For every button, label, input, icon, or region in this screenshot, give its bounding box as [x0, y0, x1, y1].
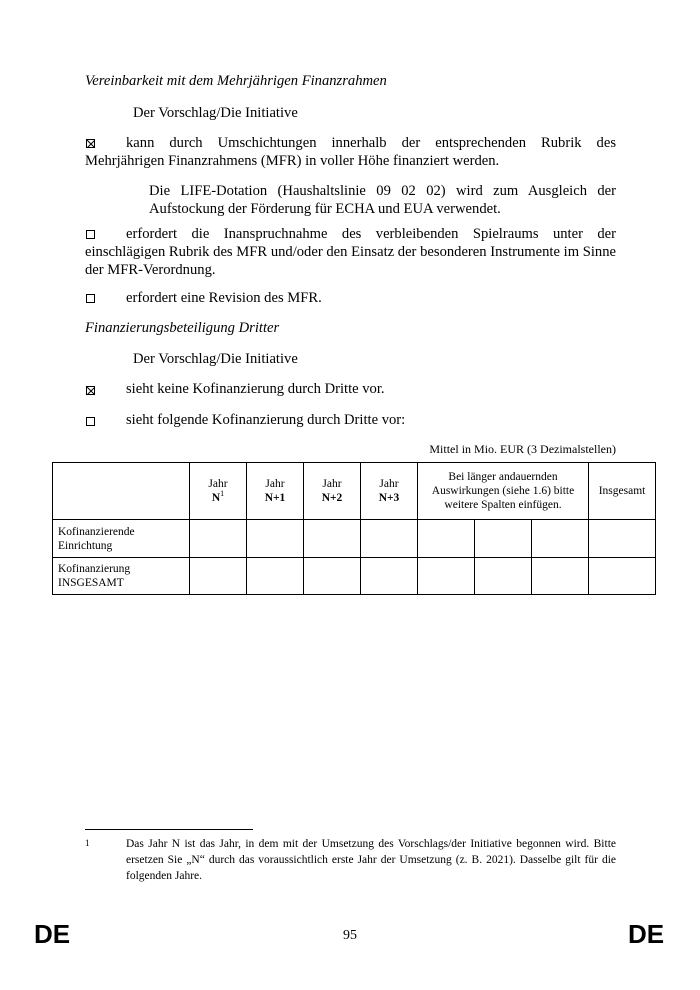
language-code-right: DE — [628, 919, 665, 949]
checkbox-unchecked-icon[interactable] — [86, 294, 95, 303]
row-label: Kofinanzierende Einrichtung — [53, 520, 190, 558]
cofinancing-table — [52, 462, 656, 595]
header-year-label: Jahr — [322, 478, 342, 490]
section-heading-mfr: Vereinbarkeit mit dem Mehrjährigen Finanzrahmen — [85, 73, 387, 89]
footnote-number: 1 — [85, 838, 90, 848]
header-year-label: Jahr — [208, 478, 228, 490]
table-header-row — [53, 463, 656, 520]
table-cell[interactable] — [589, 558, 656, 595]
option-text: kann durch Umschichtungen innerhalb der entsprechenden Rubrik des Mehrjährigen Finanzrahmens (MFR) in voller Höhe finanziert werden. — [85, 135, 616, 169]
table-row — [53, 558, 656, 595]
table-cell[interactable] — [361, 558, 418, 595]
table-cell[interactable] — [532, 520, 589, 558]
table-cell[interactable] — [304, 558, 361, 595]
section-heading-cofinancing: Finanzierungsbeteiligung Dritter — [85, 320, 280, 336]
checkbox-checked-icon[interactable] — [86, 386, 95, 395]
footnote-ref[interactable]: 1 — [220, 489, 225, 499]
table-cell[interactable] — [418, 558, 475, 595]
header-longer-effects: Bei länger andauernden Auswirkungen (siehe 1.6) bitte weitere Spalten einfügen. — [418, 463, 589, 520]
header-year-n3 — [361, 463, 418, 520]
footnote-text: Das Jahr N ist das Jahr, in dem mit der Umsetzung des Vorschlags/der Initiative begonnen wird. Bitte ersetzen Sie „N“ durch das voraussichtlich erste Jahr der Umsetzung (z. B. 2021). Dasselbe gilt für die folgenden Jahre. — [126, 838, 616, 882]
option-text: erfordert die Inanspruchnahme des verbleibenden Spielraums unter der einschlägigen Rubrik des MFR und/oder den Einsatz der besonderen Instrumente im Sinne der MFR-Verordnung. — [85, 226, 616, 278]
proposal-intro: Der Vorschlag/Die Initiative — [133, 351, 298, 367]
table-cell[interactable] — [304, 520, 361, 558]
header-year-n — [190, 463, 247, 520]
table-cell[interactable] — [190, 520, 247, 558]
row-label: Kofinanzierung INSGESAMT — [53, 558, 190, 595]
table-cell[interactable] — [190, 558, 247, 595]
header-year-label: Jahr — [379, 478, 399, 490]
table-cell[interactable] — [247, 520, 304, 558]
table-cell[interactable] — [361, 520, 418, 558]
checkbox-unchecked-icon[interactable] — [86, 417, 95, 426]
table-cell[interactable] — [475, 520, 532, 558]
table-cell[interactable] — [589, 520, 656, 558]
header-total: Insgesamt — [589, 463, 656, 520]
header-year-n2-label: N+2 — [321, 492, 343, 504]
table-cell[interactable] — [475, 558, 532, 595]
table-cell[interactable] — [532, 558, 589, 595]
table-caption: Mittel in Mio. EUR (3 Dezimalstellen) — [429, 442, 616, 456]
table-cell[interactable] — [418, 520, 475, 558]
header-year-n-label: N — [211, 492, 221, 504]
header-empty-cell — [53, 463, 190, 520]
header-year-n1-label: N+1 — [264, 492, 286, 504]
page-number: 95 — [343, 928, 357, 943]
header-year-n3-label: N+3 — [378, 492, 400, 504]
language-code-left: DE — [34, 919, 71, 949]
life-note: Die LIFE-Dotation (Haushaltslinie 09 02 02) wird zum Ausgleich der Aufstockung der Förderung für ECHA und EUA verwendet. — [149, 183, 616, 217]
proposal-intro: Der Vorschlag/Die Initiative — [133, 105, 298, 121]
footnote-separator — [85, 829, 253, 830]
header-year-n1 — [247, 463, 304, 520]
table-cell[interactable] — [247, 558, 304, 595]
header-year-label: Jahr — [265, 478, 285, 490]
option-text: sieht keine Kofinanzierung durch Dritte vor. — [126, 381, 385, 397]
table-row — [53, 520, 656, 558]
header-year-n2 — [304, 463, 361, 520]
option-text: erfordert eine Revision des MFR. — [126, 290, 322, 306]
option-text: sieht folgende Kofinanzierung durch Dritte vor: — [126, 412, 406, 428]
